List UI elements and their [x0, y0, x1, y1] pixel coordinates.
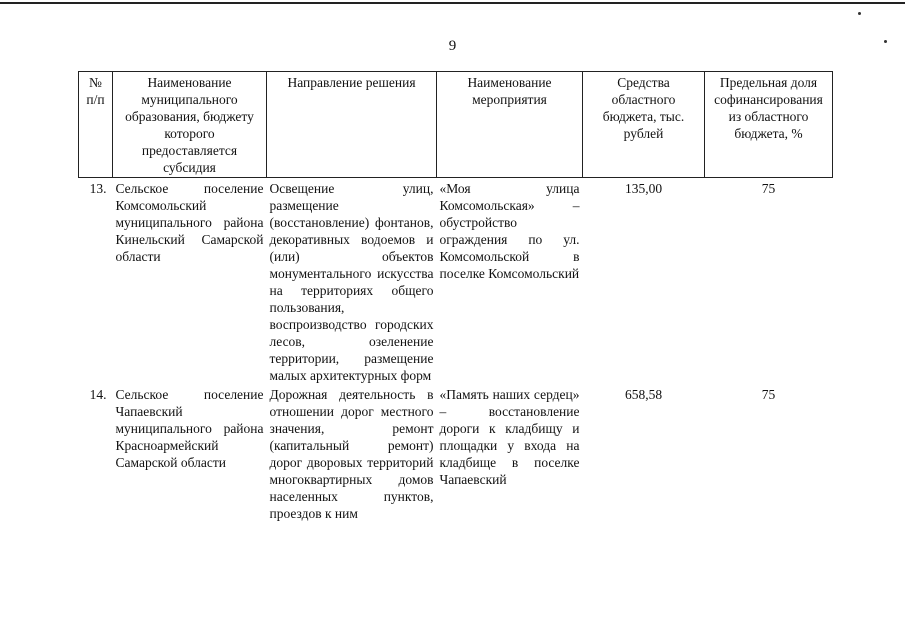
share-cell: 75	[761, 387, 776, 402]
table-row	[79, 384, 833, 522]
header-event: Наименование мероприятия	[437, 72, 583, 178]
share-cell: 75	[761, 181, 776, 196]
municipality-cell: Сельское поселение Комсомольский муниципального района Кинельский Самарской области	[115, 181, 264, 264]
table-header-row	[79, 72, 833, 178]
row-number: 13.	[89, 181, 107, 196]
scan-speck	[858, 12, 861, 15]
event-cell: «Моя улица Комсомольская» – обустройство ограждения по ул. Комсомольской в поселке Комсомольский	[439, 181, 580, 281]
subsidy-table	[78, 71, 833, 522]
page-number: 9	[448, 38, 457, 54]
header-municipality: Наименование муниципального образования, бюджету которого предоставляется субсидия	[113, 72, 267, 178]
header-direction: Направление решения	[267, 72, 437, 178]
funds-cell: 135,00	[624, 181, 663, 196]
row-number: 14.	[89, 387, 107, 402]
municipality-cell: Сельское поселение Чапаевский муниципального района Красноармейский Самарской области	[115, 387, 264, 470]
direction-cell: Дорожная деятельность в отношении дорог местного значения, ремонт (капитальный ремонт) дорог дворовых территорий многоквартирных домов населенных пунктов, проездов к ним	[269, 387, 434, 521]
table-row	[79, 178, 833, 385]
top-border-line	[0, 2, 905, 4]
funds-cell: 658,58	[624, 387, 663, 402]
header-funds: Средства областного бюджета, тыс. рублей	[583, 72, 705, 178]
header-share: Предельная доля софинансирования из областного бюджета, %	[705, 72, 833, 178]
header-number: № п/п	[79, 72, 113, 178]
event-cell: «Память наших сердец» – восстановление дороги к кладбищу и площадки у входа на кладбище в поселке Чапаевский	[439, 387, 580, 487]
direction-cell: Освещение улиц, размещение (восстановление) фонтанов, декоративных водоемов и (или) объектов монументального искусства на территориях общего пользования, воспроизводство городских лесов, озеленение территории, размещение малых архитектурных форм	[269, 181, 434, 383]
